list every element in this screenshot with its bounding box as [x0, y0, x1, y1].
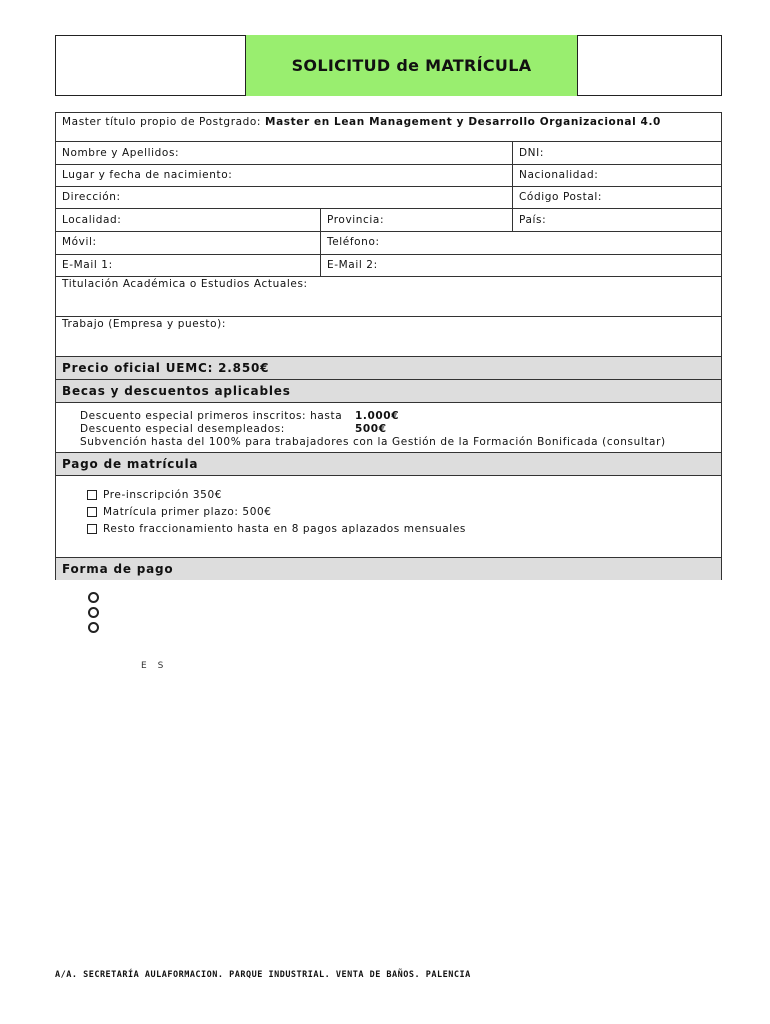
- lugar-fecha-field[interactable]: Lugar y fecha de nacimiento:: [62, 169, 233, 181]
- codigo-postal-field[interactable]: Código Postal:: [519, 191, 603, 203]
- subvencion-text: Subvención hasta del 100% para trabajadores con la Gestión de la Formación Bonificada (consultar): [80, 436, 666, 448]
- option-preinscripcion: Pre-inscripción 350€: [103, 489, 223, 501]
- checkbox-primer-plazo[interactable]: [87, 507, 97, 517]
- nombre-field[interactable]: Nombre y Apellidos:: [62, 147, 180, 159]
- direccion-field[interactable]: Dirección:: [62, 191, 121, 203]
- email1-field[interactable]: E-Mail 1:: [62, 259, 113, 271]
- provincia-field[interactable]: Provincia:: [327, 214, 385, 226]
- option-fraccionamiento: Resto fraccionamiento hasta en 8 pagos aplazados mensuales: [103, 523, 466, 535]
- becas-title: Becas y descuentos aplicables: [62, 384, 291, 398]
- descuento-desempleados-label: Descuento especial desempleados:: [80, 423, 285, 435]
- titulacion-field[interactable]: Titulación Académica o Estudios Actuales:: [62, 278, 308, 290]
- descuento-inscritos-value: 1.000€: [355, 410, 400, 422]
- pago-title: Pago de matrícula: [62, 457, 199, 471]
- footer-address: A/A. SECRETARÍA AULAFORMACION. PARQUE INDUSTRIAL. VENTA DE BAÑOS. PALENCIA: [55, 970, 471, 980]
- descuento-desempleados-value: 500€: [355, 423, 387, 435]
- radio-option-2[interactable]: [88, 607, 99, 618]
- localidad-field[interactable]: Localidad:: [62, 214, 122, 226]
- master-label: Master título propio de Postgrado:: [62, 116, 262, 128]
- checkbox-preinscripcion[interactable]: [87, 490, 97, 500]
- movil-field[interactable]: Móvil:: [62, 236, 97, 248]
- master-value: Master en Lean Management y Desarrollo Organizacional 4.0: [265, 116, 661, 128]
- descuento-inscritos: [80, 410, 399, 422]
- descuento-inscritos-label: Descuento especial primeros inscritos: hasta: [80, 410, 343, 422]
- stray-letters: E S: [141, 661, 164, 671]
- forma-pago-title: Forma de pago: [62, 562, 174, 576]
- pais-field[interactable]: País:: [519, 214, 547, 226]
- radio-option-1[interactable]: [88, 592, 99, 603]
- checkbox-fraccionamiento[interactable]: [87, 524, 97, 534]
- precio-title: Precio oficial UEMC: 2.850€: [62, 361, 270, 375]
- radio-option-3[interactable]: [88, 622, 99, 633]
- descuento-desempleados: [80, 423, 387, 435]
- page-title: SOLICITUD de MATRÍCULA: [245, 35, 578, 96]
- email2-field[interactable]: E-Mail 2:: [327, 259, 378, 271]
- dni-field[interactable]: DNI:: [519, 147, 544, 159]
- option-primer-plazo: Matrícula primer plazo: 500€: [103, 506, 272, 518]
- telefono-field[interactable]: Teléfono:: [327, 236, 380, 248]
- trabajo-field[interactable]: Trabajo (Empresa y puesto):: [62, 318, 226, 330]
- nacionalidad-field[interactable]: Nacionalidad:: [519, 169, 599, 181]
